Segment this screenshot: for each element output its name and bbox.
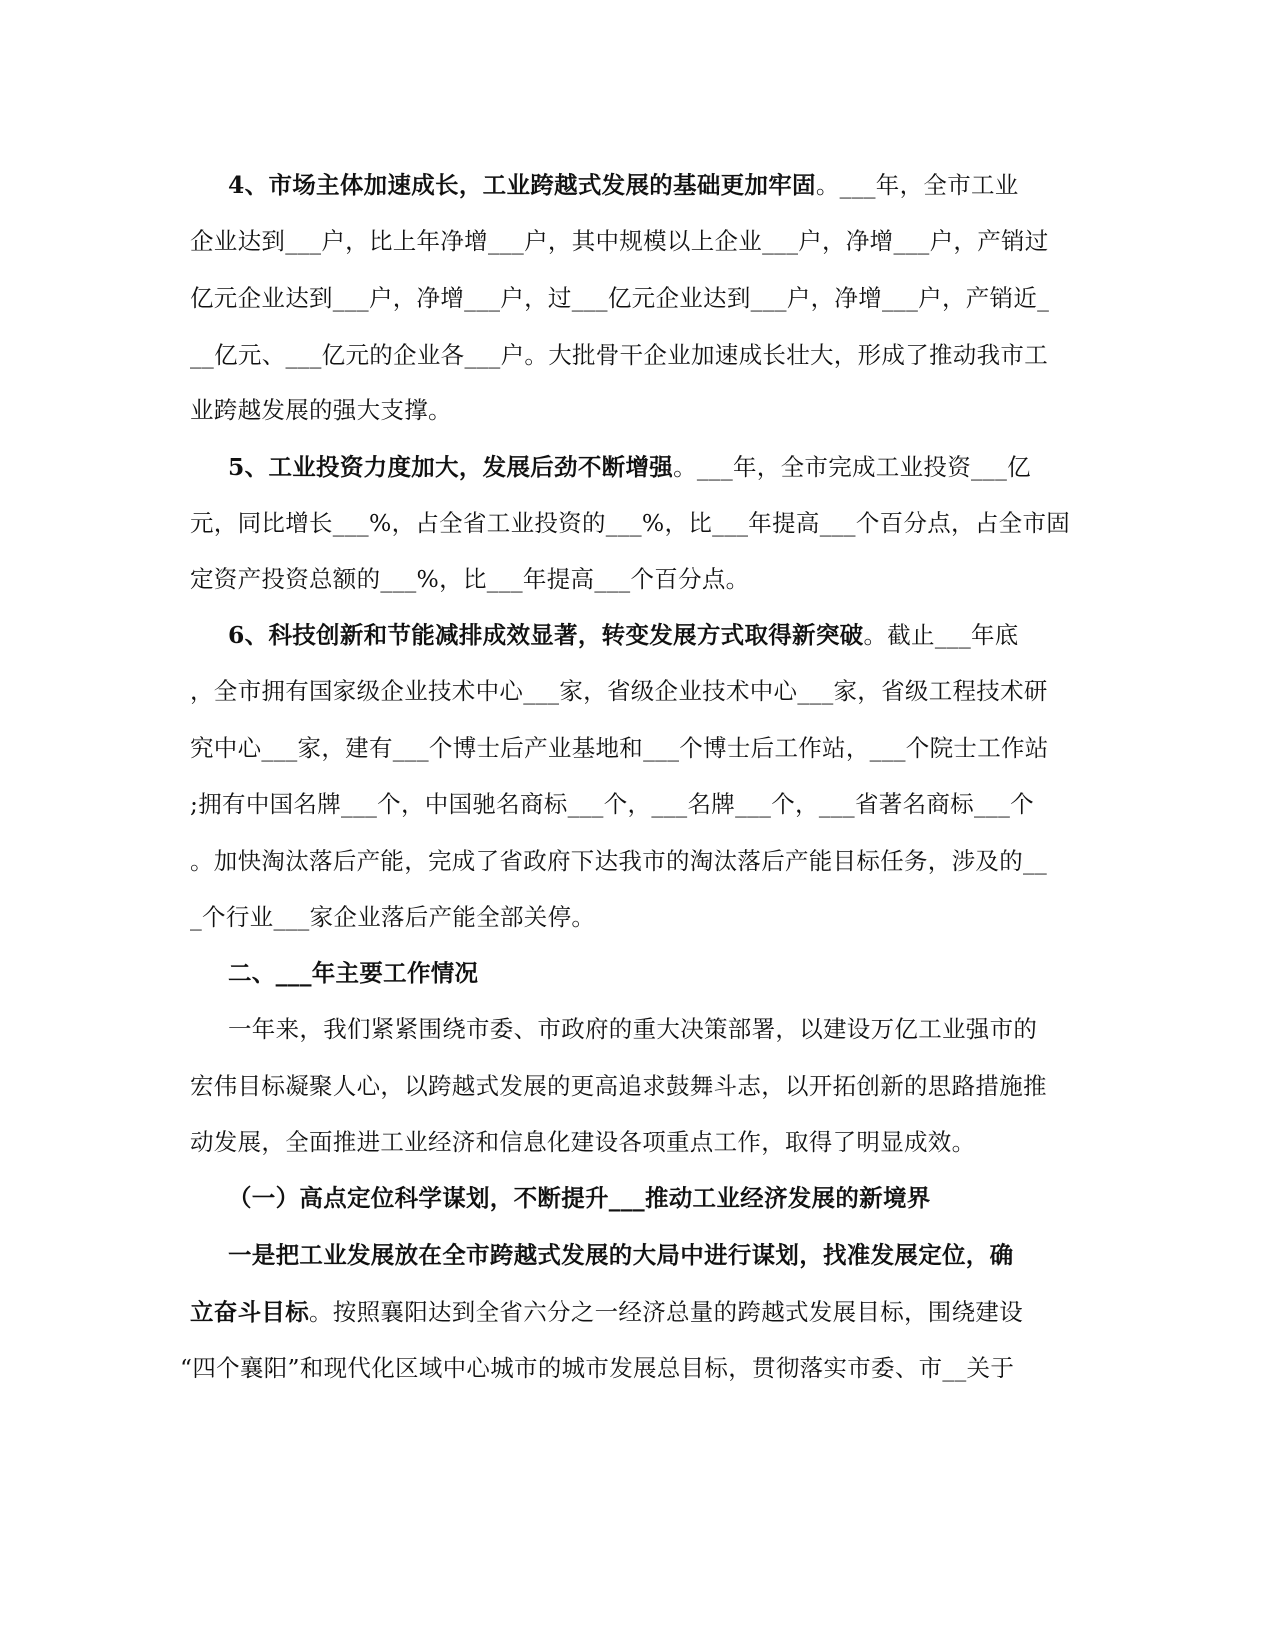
paragraph-4-line-2: 企业达到___户，比上年净增___户，其中规模以上企业___户，净增___户，产销过 (190, 227, 1049, 255)
paragraph-4-line-3: 亿元企业达到___户，净增___户，过___亿元企业达到___户，净增___户，产销近_ (190, 284, 1050, 312)
paragraph-4-line-5: 业跨越发展的强大支撑。 (190, 396, 452, 424)
intro-line-1: 一年来，我们紧紧围绕市委、市政府的重大决策部署，以建设万亿工业强市的 (228, 1015, 1038, 1043)
point-one-line-2 (190, 1297, 1090, 1327)
intro-line-3: 动发展，全面推进工业经济和信息化建设各项重点工作，取得了明显成效。 (190, 1128, 976, 1156)
intro-line-2: 宏伟目标凝聚人心，以跨越式发展的更高追求鼓舞斗志，以开拓创新的思路措施推 (190, 1072, 1047, 1100)
section-heading: 二、___年主要工作情况 (228, 959, 479, 987)
paragraph-5-line-1 (228, 452, 1128, 482)
paragraph-6-line-4: ;拥有中国名牌___个，中国驰名商标___个，___名牌___个，___省著名商标___个 (190, 790, 1034, 818)
point-one-text: 。按照襄阳达到全省六分之一经济总量的跨越式发展目标，围绕建设 (309, 1298, 1023, 1326)
paragraph-6-line-1 (228, 620, 1128, 650)
paragraph-6-text: 。截止___年底 (863, 621, 1019, 649)
point-one-heading-end: 立奋斗目标 (190, 1298, 309, 1326)
paragraph-6-line-5: 。加快淘汰落后产能，完成了省政府下达我市的淘汰落后产能目标任务，涉及的__ (190, 847, 1048, 875)
point-one-line-3: “四个襄阳”和现代化区域中心城市的城市发展总目标，贯彻落实市委、市__关于 (180, 1354, 1015, 1382)
paragraph-6-line-2: ，全市拥有国家级企业技术中心___家，省级企业技术中心___家，省级工程技术研 (190, 677, 1048, 705)
paragraph-4-text: 。___年，全市工业 (815, 171, 1019, 199)
paragraph-5-line-3: 定资产投资总额的___%，比___年提高___个百分点。 (190, 565, 750, 593)
point-one-line-1: 一是把工业发展放在全市跨越式发展的大局中进行谋划，找准发展定位，确 (228, 1241, 1014, 1269)
paragraph-6-line-6: _个行业___家企业落后产能全部关停。 (190, 903, 596, 931)
paragraph-6-line-3: 究中心___家，建有___个博士后产业基地和___个博士后工作站，___个院士工作站 (190, 734, 1049, 762)
paragraph-4-line-4: __亿元、___亿元的企业各___户。大批骨干企业加速成长壮大，形成了推动我市工 (190, 341, 1048, 369)
paragraph-6-heading: 6、科技创新和节能减排成效显著，转变发展方式取得新突破 (228, 621, 864, 649)
paragraph-5-heading: 5、工业投资力度加大，发展后劲不断增强 (228, 453, 674, 481)
subheading: （一）高点定位科学谋划，不断提升___推动工业经济发展的新境界 (228, 1184, 931, 1212)
paragraph-4-line-1 (228, 170, 1128, 200)
paragraph-5-text: 。___年，全市完成工业投资___亿 (673, 453, 1031, 481)
paragraph-4-heading: 4、市场主体加速成长，工业跨越式发展的基础更加牢固 (228, 171, 816, 199)
paragraph-5-line-2: 元，同比增长___%，占全省工业投资的___%，比___年提高___个百分点，占全市固 (190, 509, 1071, 537)
